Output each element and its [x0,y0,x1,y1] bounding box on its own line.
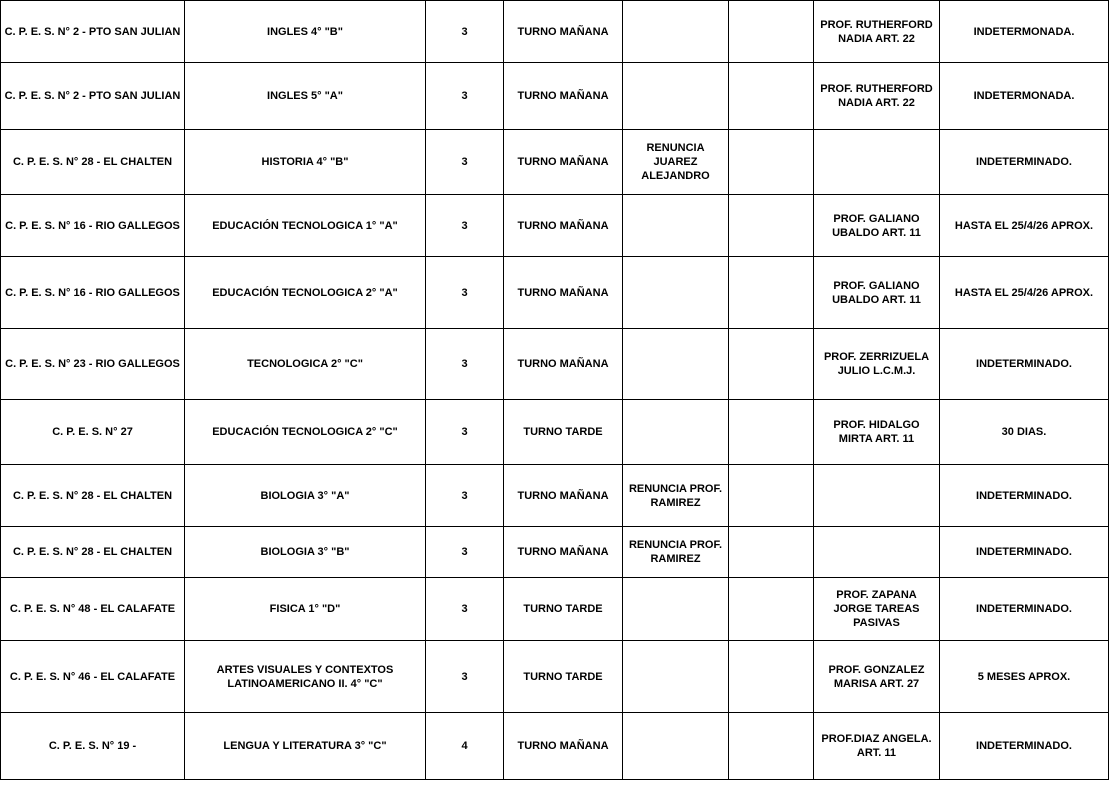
shift-cell: TURNO MAÑANA [504,329,623,400]
hours-cell: 3 [426,329,504,400]
reason-cell [623,1,729,63]
shift-cell: TURNO MAÑANA [504,63,623,130]
extra-cell [729,257,814,329]
school-cell: C. P. E. S. N° 16 - RIO GALLEGOS [1,257,185,329]
shift-cell: TURNO MAÑANA [504,713,623,780]
reason-cell [623,63,729,130]
hours-cell: 3 [426,400,504,465]
subject-cell: EDUCACIÓN TECNOLOGICA 2° "A" [185,257,426,329]
reason-cell [623,400,729,465]
replaces-cell: PROF. RUTHERFORD NADIA ART. 22 [814,63,940,130]
extra-cell [729,527,814,578]
subject-cell: INGLES 5° "A" [185,63,426,130]
subject-cell: HISTORIA 4° "B" [185,130,426,195]
subject-cell: ARTES VISUALES Y CONTEXTOS LATINOAMERICANO II. 4° "C" [185,641,426,713]
extra-cell [729,713,814,780]
table-row [1,63,1109,130]
hours-cell: 3 [426,1,504,63]
subject-cell: BIOLOGIA 3° "B" [185,527,426,578]
reason-cell: RENUNCIA PROF. RAMIREZ [623,527,729,578]
extra-cell [729,130,814,195]
replaces-cell [814,465,940,527]
extra-cell [729,63,814,130]
table-row [1,195,1109,257]
hours-cell: 3 [426,63,504,130]
reason-cell [623,257,729,329]
shift-cell: TURNO MAÑANA [504,130,623,195]
table-row [1,329,1109,400]
extra-cell [729,400,814,465]
table-row [1,257,1109,329]
school-cell: C. P. E. S. N° 28 - EL CHALTEN [1,130,185,195]
table-row [1,130,1109,195]
subject-cell: TECNOLOGICA 2° "C" [185,329,426,400]
school-cell: C. P. E. S. N° 28 - EL CHALTEN [1,527,185,578]
school-cell: C. P. E. S. N° 48 - EL CALAFATE [1,578,185,641]
school-cell: C. P. E. S. N° 28 - EL CHALTEN [1,465,185,527]
replaces-cell: PROF. GALIANO UBALDO ART. 11 [814,257,940,329]
hours-cell: 3 [426,578,504,641]
subject-cell: EDUCACIÓN TECNOLOGICA 2° "C" [185,400,426,465]
table-row [1,465,1109,527]
replaces-cell [814,130,940,195]
duration-cell: INDETERMINADO. [940,713,1109,780]
duration-cell: INDETERMONADA. [940,63,1109,130]
hours-cell: 3 [426,257,504,329]
shift-cell: TURNO MAÑANA [504,465,623,527]
school-cell: C. P. E. S. N° 2 - PTO SAN JULIAN [1,1,185,63]
shift-cell: TURNO TARDE [504,400,623,465]
school-cell: C. P. E. S. N° 19 - [1,713,185,780]
extra-cell [729,641,814,713]
extra-cell [729,195,814,257]
duration-cell: 5 MESES APROX. [940,641,1109,713]
table-row [1,641,1109,713]
reason-cell [623,329,729,400]
replaces-cell: PROF. RUTHERFORD NADIA ART. 22 [814,1,940,63]
subject-cell: LENGUA Y LITERATURA 3° "C" [185,713,426,780]
table-row [1,578,1109,641]
reason-cell: RENUNCIA JUAREZ ALEJANDRO [623,130,729,195]
shift-cell: TURNO MAÑANA [504,195,623,257]
extra-cell [729,329,814,400]
duration-cell: INDETERMINADO. [940,465,1109,527]
duration-cell: HASTA EL 25/4/26 APROX. [940,257,1109,329]
hours-cell: 3 [426,465,504,527]
hours-cell: 3 [426,130,504,195]
extra-cell [729,1,814,63]
hours-cell: 3 [426,195,504,257]
reason-cell [623,713,729,780]
reason-cell [623,195,729,257]
replaces-cell: PROF. GONZALEZ MARISA ART. 27 [814,641,940,713]
school-cell: C. P. E. S. N° 46 - EL CALAFATE [1,641,185,713]
replaces-cell [814,527,940,578]
duration-cell: INDETERMINADO. [940,329,1109,400]
table-row [1,400,1109,465]
reason-cell [623,578,729,641]
shift-cell: TURNO MAÑANA [504,257,623,329]
school-cell: C. P. E. S. N° 23 - RIO GALLEGOS [1,329,185,400]
shift-cell: TURNO TARDE [504,578,623,641]
school-cell: C. P. E. S. N° 27 [1,400,185,465]
table-row [1,527,1109,578]
subject-cell: INGLES 4° "B" [185,1,426,63]
shift-cell: TURNO MAÑANA [504,1,623,63]
school-cell: C. P. E. S. N° 16 - RIO GALLEGOS [1,195,185,257]
extra-cell [729,578,814,641]
hours-cell: 4 [426,713,504,780]
extra-cell [729,465,814,527]
reason-cell [623,641,729,713]
replaces-cell: PROF. GALIANO UBALDO ART. 11 [814,195,940,257]
subject-cell: BIOLOGIA 3° "A" [185,465,426,527]
subject-cell: FISICA 1° "D" [185,578,426,641]
subject-cell: EDUCACIÓN TECNOLOGICA 1° "A" [185,195,426,257]
school-cell: C. P. E. S. N° 2 - PTO SAN JULIAN [1,63,185,130]
duration-cell: INDETERMINADO. [940,527,1109,578]
duration-cell: INDETERMINADO. [940,578,1109,641]
shift-cell: TURNO TARDE [504,641,623,713]
shift-cell: TURNO MAÑANA [504,527,623,578]
replaces-cell: PROF.DIAZ ANGELA. ART. 11 [814,713,940,780]
duration-cell: HASTA EL 25/4/26 APROX. [940,195,1109,257]
hours-cell: 3 [426,527,504,578]
replaces-cell: PROF. HIDALGO MIRTA ART. 11 [814,400,940,465]
reason-cell: RENUNCIA PROF. RAMIREZ [623,465,729,527]
replaces-cell: PROF. ZERRIZUELA JULIO L.C.M.J. [814,329,940,400]
replaces-cell: PROF. ZAPANA JORGE TAREAS PASIVAS [814,578,940,641]
duration-cell: 30 DIAS. [940,400,1109,465]
duration-cell: INDETERMINADO. [940,130,1109,195]
hours-cell: 3 [426,641,504,713]
table-row [1,713,1109,780]
table-row [1,1,1109,63]
duration-cell: INDETERMONADA. [940,1,1109,63]
